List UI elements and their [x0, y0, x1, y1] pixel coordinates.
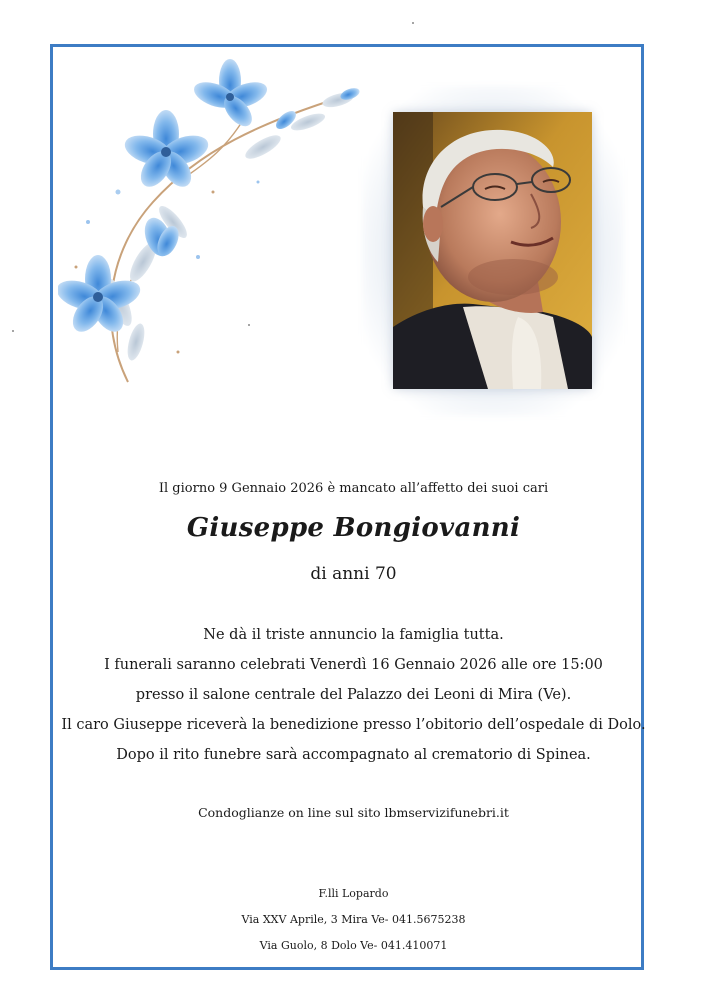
age-line: di anni 70	[310, 564, 397, 584]
footer-block	[60, 881, 647, 959]
announcement-line: I funerali saranno celebrati Venerdì 16 Gennaio 2026 alle ore 15:00	[104, 657, 603, 673]
announcement-line: Il caro Giuseppe riceverà la benedizione presso l’obitorio dell’ospedale di Dolo.	[61, 717, 646, 733]
flower-decoration-icon	[58, 52, 368, 387]
condolences-line: Condoglianze on line sul sito lbmservizifunebri.it	[198, 805, 509, 820]
intro-line: Il giorno 9 Gennaio 2026 è mancato all’affetto dei suoi cari	[158, 481, 549, 496]
company-name: F.lli Lopardo	[318, 887, 389, 900]
scan-speck	[248, 324, 250, 326]
address-dolo: Via Guolo, 8 Dolo Ve- 041.410071	[259, 939, 448, 952]
address-mira: Via XXV Aprile, 3 Mira Ve- 041.5675238	[241, 913, 466, 926]
announcement-text	[60, 620, 647, 770]
scan-speck	[412, 22, 414, 24]
portrait-icon	[393, 112, 592, 389]
portrait-photo	[393, 112, 592, 389]
deceased-name: Giuseppe Bongiovanni	[186, 513, 521, 543]
announcement-line: Ne dà il triste annuncio la famiglia tutta.	[203, 627, 504, 643]
announcement-line: presso il salone centrale del Palazzo dei Leoni di Mira (Ve).	[135, 687, 572, 703]
announcement-line: Dopo il rito funebre sarà accompagnato al crematorio di Spinea.	[116, 747, 591, 763]
scan-speck	[12, 330, 14, 332]
